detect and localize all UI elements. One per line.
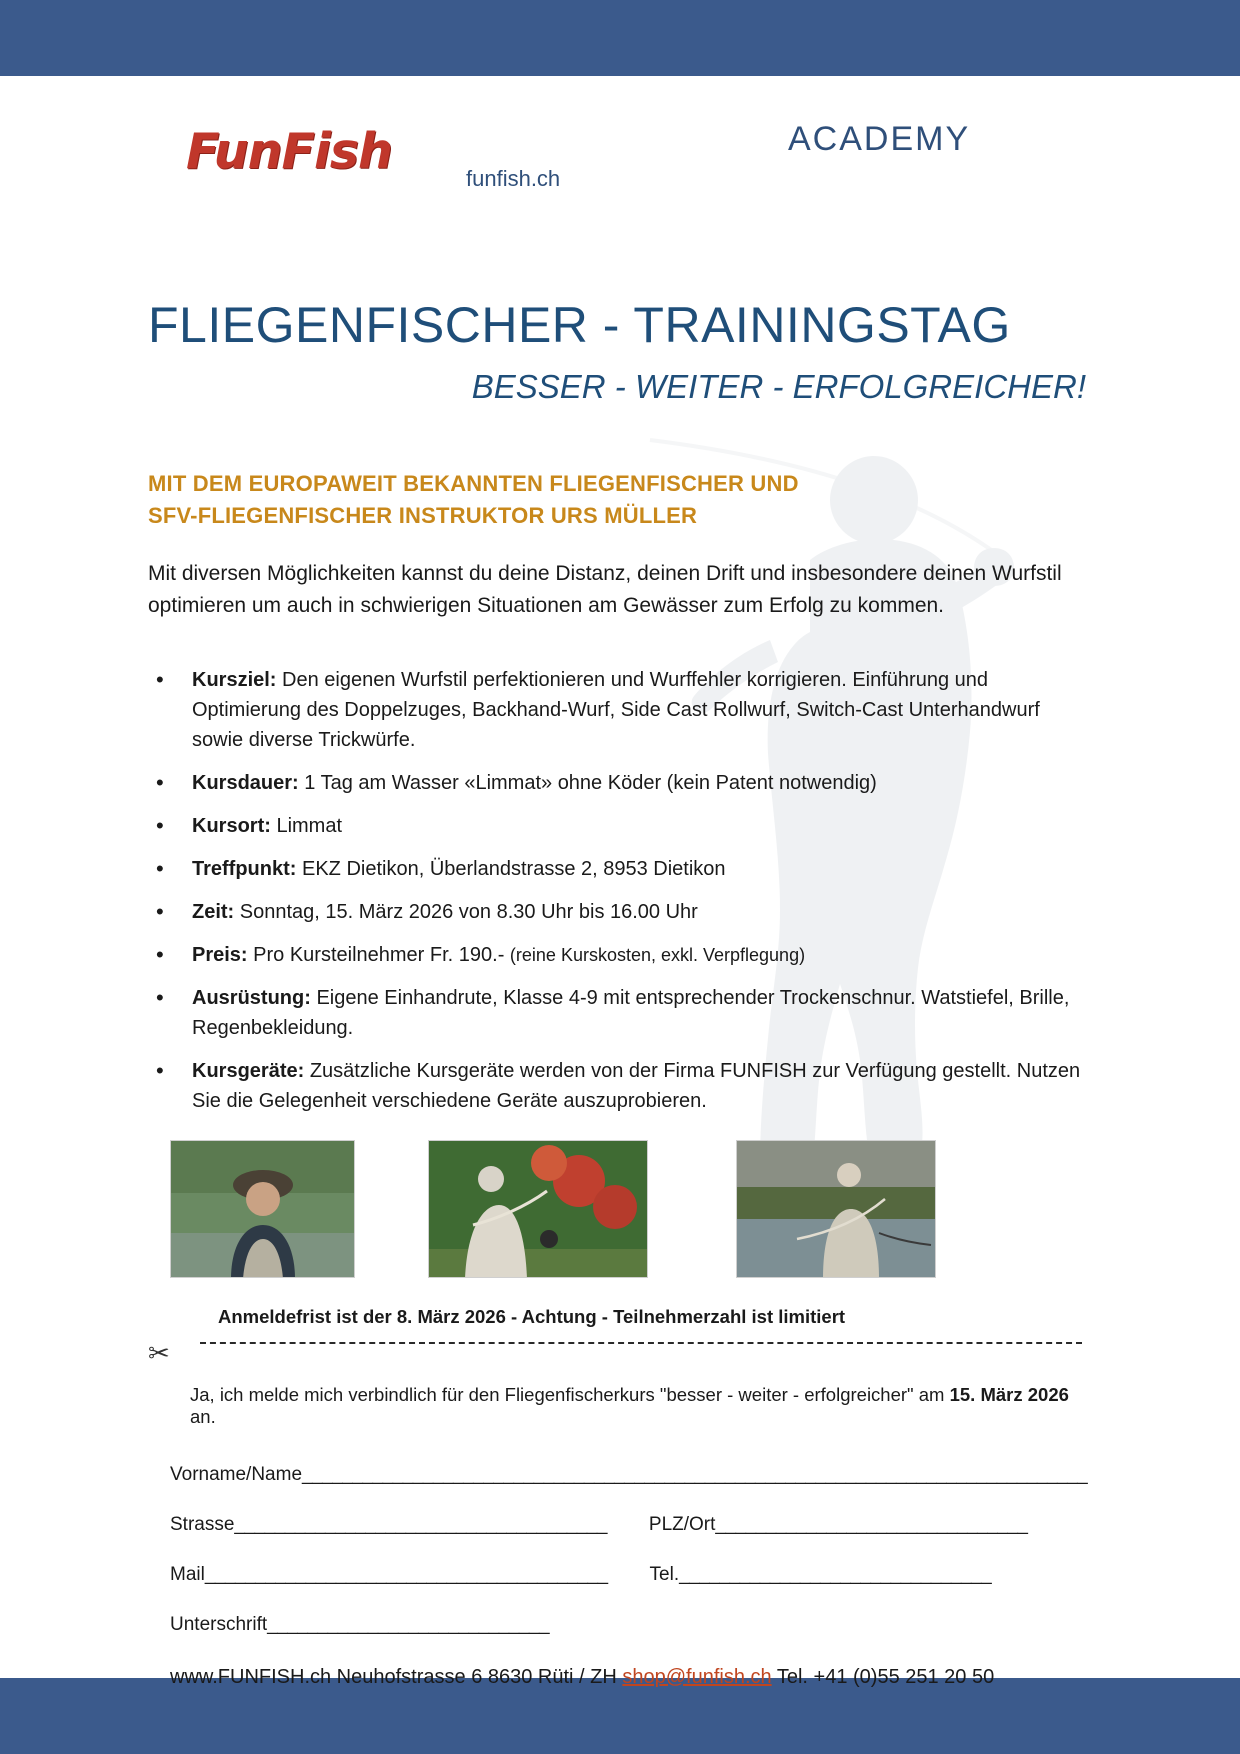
lead-line-1: MIT DEM EUROPAWEIT BEKANNTEN FLIEGENFISCHER UND: [148, 471, 799, 496]
detail-text: Pro Kursteilnehmer Fr. 190.-: [247, 943, 510, 966]
mail-label: Mail: [170, 1563, 205, 1585]
footer-contact: [170, 1666, 1092, 1689]
name-label: Vorname/Name: [170, 1463, 303, 1485]
cut-line: [148, 1336, 1092, 1370]
zip-city-field[interactable]: [649, 1514, 1028, 1536]
list-item: [148, 854, 1092, 884]
registration-form: [170, 1464, 1092, 1636]
footer-phone: Tel. +41 (0)55 251 20 50: [771, 1665, 995, 1688]
detail-label: Treffpunkt:: [192, 857, 297, 880]
declaration-text: [190, 1384, 1092, 1428]
bottom-banner-bar: [0, 1678, 1240, 1754]
detail-text: Zusätzliche Kursgeräte werden von der Firma FUNFISH zur Verfügung gestellt. Nutzen Sie die Gelegenheit verschiedene Geräte auszuprobieren.: [192, 1059, 1081, 1112]
form-row-mail-tel: [170, 1564, 1092, 1586]
registration-deadline: Anmeldefrist ist der 8. März 2026 - Achtung - Teilnehmerzahl ist limitiert: [218, 1305, 846, 1327]
zip-city-input-line[interactable]: _______________________________: [715, 1513, 1028, 1535]
detail-text: Sonntag, 15. März 2026 von 8.30 Uhr bis 16.00 Uhr: [234, 900, 698, 923]
declaration-date: 15. März 2026: [949, 1383, 1069, 1405]
intro-paragraph: Mit diversen Möglichkeiten kannst du deine Distanz, deinen Drift und insbesondere deinen Wurfstil optimieren um auch in schwierigen Situationen am Gewässer zum Erfolg zu kommen.: [148, 561, 1062, 618]
detail-text: 1 Tag am Wasser «Limmat» ohne Köder (kein Patent notwendig): [298, 771, 877, 794]
detail-text: Limmat: [270, 814, 343, 837]
dashed-divider: [200, 1342, 1082, 1344]
form-row-street-zip: [170, 1514, 1092, 1536]
detail-label: Kursziel:: [192, 668, 277, 691]
list-item: [148, 897, 1092, 927]
scissors-icon: ✂: [148, 1337, 170, 1368]
list-item: [148, 1056, 1092, 1116]
list-item: [148, 665, 1092, 755]
photo-strip: [148, 1140, 1092, 1280]
page-title: FLIEGENFISCHER - TRAININGSTAG: [148, 297, 1011, 353]
list-item: [148, 811, 1092, 841]
page-subtitle: BESSER - WEITER - ERFOLGREICHER!: [471, 368, 1086, 405]
detail-label: Kursort:: [192, 814, 271, 837]
lead-heading: [148, 468, 1092, 532]
street-label: Strasse: [170, 1513, 235, 1535]
form-row-name: [170, 1464, 1092, 1486]
detail-note: (reine Kurskosten, exkl. Verpflegung): [509, 944, 806, 965]
detail-label: Preis:: [192, 943, 248, 966]
top-banner-bar: [0, 0, 1240, 76]
street-input-line[interactable]: _____________________________________: [234, 1513, 607, 1535]
tel-label: Tel.: [649, 1563, 680, 1585]
declaration-pre: Ja, ich melde mich verbindlich für den Fliegenfischerkurs "besser - weiter - erfolgreicher" am: [190, 1383, 950, 1405]
list-item: [148, 768, 1092, 798]
photo-angler-casting-garden: [428, 1140, 648, 1278]
flyer-content: [0, 76, 1240, 1689]
site-url: funfish.ch: [466, 166, 561, 191]
detail-label: Kursdauer:: [192, 771, 299, 794]
detail-label: Ausrüstung:: [192, 986, 311, 1009]
tel-field[interactable]: [650, 1564, 992, 1586]
photo-angler-with-hat: [170, 1140, 355, 1278]
signature-field[interactable]: [170, 1614, 549, 1636]
photo-angler-casting-stream: [736, 1140, 936, 1278]
course-details-list: [148, 665, 1092, 1116]
academy-label: ACADEMY: [788, 120, 971, 158]
mail-field[interactable]: [170, 1564, 608, 1586]
funfish-logo: [186, 106, 416, 198]
zip-city-label: PLZ/Ort: [648, 1513, 716, 1535]
tel-input-line[interactable]: _______________________________: [679, 1563, 992, 1585]
list-item: [148, 940, 1092, 970]
mail-input-line[interactable]: ________________________________________: [204, 1563, 608, 1585]
detail-label: Zeit:: [192, 900, 235, 923]
declaration-post: an.: [190, 1405, 216, 1427]
street-field[interactable]: [170, 1514, 607, 1536]
detail-text: Eigene Einhandrute, Klasse 4-9 mit entsprechender Trockenschnur. Watstiefel, Brille, Regenbekleidung.: [192, 986, 1070, 1039]
footer-email-link[interactable]: shop@funfish.ch: [622, 1665, 772, 1688]
name-field[interactable]: [170, 1464, 1087, 1486]
detail-text: Den eigenen Wurfstil perfektionieren und Wurffehler korrigieren. Einführung und Optimierung des Doppelzuges, Backhand-Wurf, Side Cast Rollwurf, Switch-Cast Unterhandwurf sowie diverse Trickwürfe.: [192, 668, 1040, 751]
lead-line-2: SFV-FLIEGENFISCHER INSTRUKTOR URS MÜLLER: [148, 502, 698, 528]
form-row-signature: [170, 1614, 1092, 1636]
signature-label: Unterschrift: [170, 1613, 268, 1635]
flyer-header: [148, 76, 1092, 226]
footer-address: www.FUNFISH.ch Neuhofstrasse 6 8630 Rüti / ZH: [170, 1665, 623, 1688]
list-item: [148, 983, 1092, 1043]
detail-label: Kursgeräte:: [192, 1059, 305, 1082]
signature-input-line[interactable]: ____________________________: [267, 1613, 550, 1635]
detail-text: EKZ Dietikon, Überlandstrasse 2, 8953 Dietikon: [296, 857, 726, 880]
logo-wordmark: FunFish: [186, 123, 392, 180]
name-input-line[interactable]: ______________________________________________________________________________: [302, 1463, 1088, 1485]
